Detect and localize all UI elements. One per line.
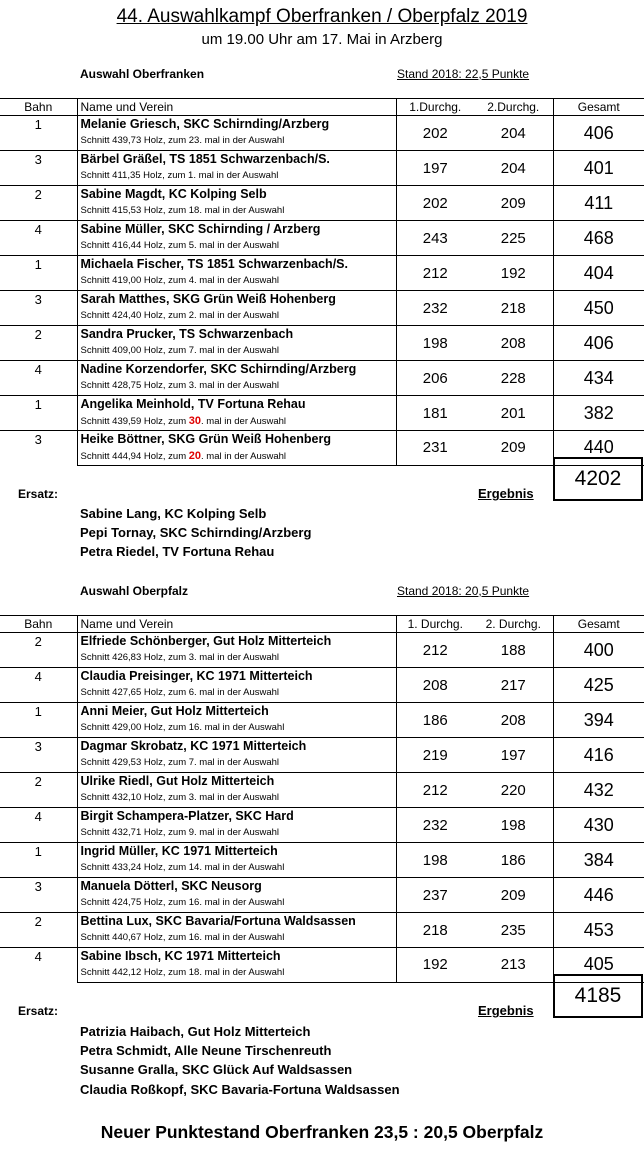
- player-cell: [77, 913, 396, 948]
- substitute-item: Petra Schmidt, Alle Neune Tirschenreuth: [80, 1043, 332, 1058]
- note-text: Schnitt 444,94 Holz, zum: [80, 451, 189, 462]
- note-text: Schnitt 432,10 Holz, zum 3. mal in der Auswahl: [80, 792, 280, 803]
- player-cell: [77, 948, 396, 983]
- col-header-name: Name und Verein: [77, 616, 396, 633]
- player-name: Claudia Preisinger, KC 1971 Mitterteich: [80, 669, 313, 683]
- durchgang-2-score: 188: [474, 633, 553, 668]
- player-cell: [77, 773, 396, 808]
- durchgang-2-score: 208: [474, 703, 553, 738]
- substitute-item: Claudia Roßkopf, SKC Bavaria-Fortuna Waldsassen: [80, 1082, 400, 1097]
- player-name: Heike Böttner, SKG Grün Weiß Hohenberg: [80, 432, 331, 446]
- table-row: [0, 913, 644, 948]
- durchgang-1-score: 232: [396, 808, 474, 843]
- gesamt-score: 468: [553, 221, 644, 256]
- player-name: Michaela Fischer, TS 1851 Schwarzenbach/S.: [80, 257, 348, 271]
- table-row: [0, 291, 644, 326]
- col-header-bahn: Bahn: [0, 99, 77, 116]
- note-text: Schnitt 427,65 Holz, zum 6. mal in der Auswahl: [80, 687, 280, 698]
- col-header-durchgang-2: 2. Durchg.: [474, 616, 553, 633]
- durchgang-1-score: 208: [396, 668, 474, 703]
- player-name: Sabine Müller, SKC Schirnding / Arzberg: [80, 222, 321, 236]
- player-name: Nadine Korzendorfer, SKC Schirnding/Arzberg: [80, 362, 357, 376]
- durchgang-1-score: 202: [396, 116, 474, 151]
- player-cell: [77, 361, 396, 396]
- table-row: [0, 878, 644, 913]
- table-row: [0, 738, 644, 773]
- player-cell: [77, 738, 396, 773]
- gesamt-score: 450: [553, 291, 644, 326]
- table-row: [0, 326, 644, 361]
- player-name: Dagmar Skrobatz, KC 1971 Mitterteich: [80, 739, 307, 753]
- player-note: [81, 450, 396, 462]
- bahn-cell: 2: [0, 633, 77, 668]
- durchgang-2-score: 209: [474, 186, 553, 221]
- gesamt-score: 453: [553, 913, 644, 948]
- gesamt-score: 434: [553, 361, 644, 396]
- player-cell: [77, 151, 396, 186]
- bahn-cell: 2: [0, 326, 77, 361]
- col-header-durchgang-2: 2.Durchg.: [474, 99, 553, 116]
- player-note: [81, 135, 396, 146]
- note-text: Schnitt 411,35 Holz, zum 1. mal in der Auswahl: [80, 170, 279, 181]
- player-cell: [77, 291, 396, 326]
- note-text-tail: . mal in der Auswahl: [201, 451, 287, 462]
- team-total-oberfranken: 4202: [553, 457, 643, 501]
- note-text-tail: . mal in der Auswahl: [201, 416, 287, 427]
- player-name: Anni Meier, Gut Holz Mitterteich: [80, 704, 269, 718]
- bahn-cell: 3: [0, 738, 77, 773]
- gesamt-score: 406: [553, 116, 644, 151]
- player-cell: [77, 221, 396, 256]
- table-row: [0, 668, 644, 703]
- gesamt-score: 416: [553, 738, 644, 773]
- player-note: [81, 827, 396, 838]
- table-row: [0, 948, 644, 983]
- player-note: [81, 967, 396, 978]
- bahn-cell: 2: [0, 913, 77, 948]
- durchgang-2-score: 235: [474, 913, 553, 948]
- gesamt-score: 405: [553, 948, 644, 983]
- note-text: Schnitt 428,75 Holz, zum 3. mal in der Auswahl: [80, 380, 280, 391]
- durchgang-2-score: 208: [474, 326, 553, 361]
- bahn-cell: 3: [0, 878, 77, 913]
- gesamt-score: 401: [553, 151, 644, 186]
- col-header-gesamt: Gesamt: [553, 616, 644, 633]
- durchgang-2-score: 204: [474, 116, 553, 151]
- stand-oberpfalz: Stand 2018: 20,5 Punkte: [397, 584, 530, 598]
- player-cell: [77, 808, 396, 843]
- bahn-cell: 4: [0, 808, 77, 843]
- player-name: Melanie Griesch, SKC Schirnding/Arzberg: [80, 117, 330, 131]
- table-row: [0, 396, 644, 431]
- table-row: [0, 633, 644, 668]
- note-text: Schnitt 416,44 Holz, zum 5. mal in der Auswahl: [80, 240, 280, 251]
- substitute-item: Petra Riedel, TV Fortuna Rehau: [80, 544, 275, 559]
- gesamt-score: 411: [553, 186, 644, 221]
- player-name: Sandra Prucker, TS Schwarzenbach: [80, 327, 294, 341]
- gesamt-score: 406: [553, 326, 644, 361]
- bahn-cell: 1: [0, 256, 77, 291]
- durchgang-2-score: 209: [474, 878, 553, 913]
- table-row: [0, 256, 644, 291]
- player-name: Sarah Matthes, SKG Grün Weiß Hohenberg: [80, 292, 336, 306]
- note-highlight: 30: [188, 415, 201, 427]
- ersatz-label-oberfranken: Ersatz:: [18, 487, 59, 501]
- ersatz-label-oberpfalz: Ersatz:: [18, 1004, 59, 1018]
- bahn-cell: 1: [0, 703, 77, 738]
- note-text: Schnitt 419,00 Holz, zum 4. mal in der Auswahl: [80, 275, 280, 286]
- player-note: [81, 757, 396, 768]
- player-name: Birgit Schampera-Platzer, SKC Hard: [80, 809, 294, 823]
- col-header-name: Name und Verein: [77, 99, 396, 116]
- player-name: Elfriede Schönberger, Gut Holz Mitterteich: [80, 634, 332, 648]
- player-note: [81, 792, 396, 803]
- ergebnis-label-oberfranken: Ergebnis: [478, 486, 534, 501]
- bahn-cell: 4: [34, 949, 42, 964]
- gesamt-score: 394: [553, 703, 644, 738]
- durchgang-2-score: 209: [474, 431, 553, 466]
- bahn-cell: 4: [0, 221, 77, 256]
- table-row: [0, 361, 644, 396]
- gesamt-score: 440: [553, 431, 644, 466]
- durchgang-1-score: 237: [396, 878, 474, 913]
- player-note: [81, 897, 396, 908]
- col-header-durchgang-1: 1. Durchg.: [396, 616, 474, 633]
- note-text: Schnitt 439,59 Holz, zum: [80, 416, 189, 427]
- durchgang-1-score: 243: [396, 221, 474, 256]
- gesamt-score: 384: [553, 843, 644, 878]
- player-note: [81, 862, 396, 873]
- player-cell: [77, 186, 396, 221]
- player-note: [81, 275, 396, 286]
- gesamt-score: 400: [553, 633, 644, 668]
- durchgang-1-score: 206: [396, 361, 474, 396]
- player-name: Angelika Meinhold, TV Fortuna Rehau: [80, 397, 306, 411]
- table-row: [0, 116, 644, 151]
- durchgang-1-score: 181: [396, 396, 474, 431]
- durchgang-2-score: 204: [474, 151, 553, 186]
- section-label-oberpfalz: Auswahl Oberpfalz: [80, 584, 189, 598]
- gesamt-score: 446: [553, 878, 644, 913]
- note-text: Schnitt 439,73 Holz, zum 23. mal in der Auswahl: [80, 135, 285, 146]
- bahn-cell: 1: [0, 116, 77, 151]
- player-name: Bettina Lux, SKC Bavaria/Fortuna Waldsassen: [80, 914, 356, 928]
- durchgang-2-score: 197: [474, 738, 553, 773]
- bahn-cell: 3: [0, 291, 77, 326]
- player-name: Bärbel Gräßel, TS 1851 Schwarzenbach/S.: [80, 152, 330, 166]
- bahn-cell: 2: [0, 773, 77, 808]
- player-cell: [77, 703, 396, 738]
- durchgang-2-score: 220: [474, 773, 553, 808]
- table-row: [0, 703, 644, 738]
- player-cell: [77, 256, 396, 291]
- player-cell: [77, 843, 396, 878]
- durchgang-1-score: 198: [396, 843, 474, 878]
- section-label-oberfranken: Auswahl Oberfranken: [80, 67, 205, 81]
- note-text: Schnitt 415,53 Holz, zum 18. mal in der Auswahl: [80, 205, 285, 216]
- durchgang-1-score: 218: [396, 913, 474, 948]
- page-title: 44. Auswahlkampf Oberfranken / Oberpfalz 2019: [116, 6, 528, 27]
- gesamt-score: 425: [553, 668, 644, 703]
- col-header-durchgang-1: 1.Durchg.: [396, 99, 474, 116]
- table-row: [0, 221, 644, 256]
- note-text: Schnitt 432,71 Holz, zum 9. mal in der Auswahl: [80, 827, 280, 838]
- table-row: [0, 773, 644, 808]
- player-name: Manuela Dötterl, SKC Neusorg: [80, 879, 262, 893]
- note-text: Schnitt 433,24 Holz, zum 14. mal in der Auswahl: [80, 862, 285, 873]
- note-text: Schnitt 429,00 Holz, zum 16. mal in der Auswahl: [80, 722, 285, 733]
- player-name: Ingrid Müller, KC 1971 Mitterteich: [80, 844, 278, 858]
- durchgang-1-score: 212: [396, 633, 474, 668]
- player-note: [81, 345, 396, 356]
- table-row: [0, 186, 644, 221]
- results-table-oberpfalz: [0, 615, 644, 983]
- player-note: [81, 652, 396, 663]
- player-note: [81, 170, 396, 181]
- final-standing: Neuer Punktestand Oberfranken 23,5 : 20,5 Oberpfalz: [100, 1122, 544, 1142]
- player-note: [81, 380, 396, 391]
- durchgang-1-score: 212: [396, 773, 474, 808]
- player-note: [81, 240, 396, 251]
- table-row: [0, 843, 644, 878]
- durchgang-1-score: 212: [396, 256, 474, 291]
- player-cell: [77, 326, 396, 361]
- substitute-item: Patrizia Haibach, Gut Holz Mitterteich: [80, 1024, 311, 1039]
- durchgang-1-score: 219: [396, 738, 474, 773]
- durchgang-2-score: 192: [474, 256, 553, 291]
- table-row: [0, 151, 644, 186]
- table-row: [0, 808, 644, 843]
- note-text: Schnitt 429,53 Holz, zum 7. mal in der Auswahl: [80, 757, 280, 768]
- durchgang-1-score: 192: [396, 948, 474, 983]
- player-note: [81, 415, 396, 427]
- durchgang-2-score: 213: [474, 948, 553, 983]
- note-text: Schnitt 409,00 Holz, zum 7. mal in der Auswahl: [80, 345, 280, 356]
- gesamt-score: 432: [553, 773, 644, 808]
- player-cell: [77, 431, 396, 466]
- substitute-item: Pepi Tornay, SKC Schirnding/Arzberg: [80, 525, 312, 540]
- durchgang-1-score: 186: [396, 703, 474, 738]
- note-text: Schnitt 440,67 Holz, zum 16. mal in der Auswahl: [80, 932, 285, 943]
- bahn-cell: 4: [0, 361, 77, 396]
- player-cell: [77, 633, 396, 668]
- table-row: [0, 431, 644, 466]
- durchgang-1-score: 232: [396, 291, 474, 326]
- player-note: [81, 205, 396, 216]
- player-note: [81, 310, 396, 321]
- durchgang-1-score: 198: [396, 326, 474, 361]
- note-highlight: 20: [188, 450, 201, 462]
- note-text: Schnitt 426,83 Holz, zum 3. mal in der Auswahl: [80, 652, 280, 663]
- durchgang-2-score: 198: [474, 808, 553, 843]
- bahn-cell: 1: [0, 843, 77, 878]
- event-subtitle: um 19.00 Uhr am 17. Mai in Arzberg: [201, 31, 443, 48]
- durchgang-1-score: 202: [396, 186, 474, 221]
- player-cell: [77, 668, 396, 703]
- durchgang-2-score: 201: [474, 396, 553, 431]
- col-header-bahn: Bahn: [0, 616, 77, 633]
- durchgang-2-score: 218: [474, 291, 553, 326]
- durchgang-1-score: 197: [396, 151, 474, 186]
- note-text: Schnitt 424,40 Holz, zum 2. mal in der Auswahl: [80, 310, 280, 321]
- ergebnis-label-oberpfalz: Ergebnis: [478, 1003, 534, 1018]
- player-note: [81, 687, 396, 698]
- gesamt-score: 404: [553, 256, 644, 291]
- player-note: [81, 722, 396, 733]
- substitute-item: Sabine Lang, KC Kolping Selb: [80, 506, 267, 521]
- gesamt-score: 430: [553, 808, 644, 843]
- note-text: Schnitt 442,12 Holz, zum 18. mal in der Auswahl: [80, 967, 285, 978]
- team-total-oberpfalz: 4185: [553, 974, 643, 1018]
- durchgang-2-score: 225: [474, 221, 553, 256]
- substitute-item: Susanne Gralla, SKC Glück Auf Waldsassen: [80, 1062, 353, 1077]
- note-text: Schnitt 424,75 Holz, zum 16. mal in der Auswahl: [80, 897, 285, 908]
- player-cell: [77, 396, 396, 431]
- player-cell: [77, 878, 396, 913]
- durchgang-2-score: 217: [474, 668, 553, 703]
- durchgang-2-score: 186: [474, 843, 553, 878]
- player-name: Sabine Ibsch, KC 1971 Mitterteich: [80, 949, 281, 963]
- bahn-cell: 3: [0, 151, 77, 186]
- col-header-gesamt: Gesamt: [553, 99, 644, 116]
- bahn-cell: 4: [0, 668, 77, 703]
- bahn-cell: 2: [0, 186, 77, 221]
- results-table-oberfranken: [0, 98, 644, 466]
- player-name: Ulrike Riedl, Gut Holz Mitterteich: [80, 774, 275, 788]
- stand-oberfranken: Stand 2018: 22,5 Punkte: [397, 67, 530, 81]
- gesamt-score: 382: [553, 396, 644, 431]
- bahn-cell: 1: [0, 396, 77, 431]
- bahn-cell: 3: [34, 432, 42, 447]
- durchgang-2-score: 228: [474, 361, 553, 396]
- player-note: [81, 932, 396, 943]
- player-cell: [77, 116, 396, 151]
- player-name: Sabine Magdt, KC Kolping Selb: [80, 187, 267, 201]
- durchgang-1-score: 231: [396, 431, 474, 466]
